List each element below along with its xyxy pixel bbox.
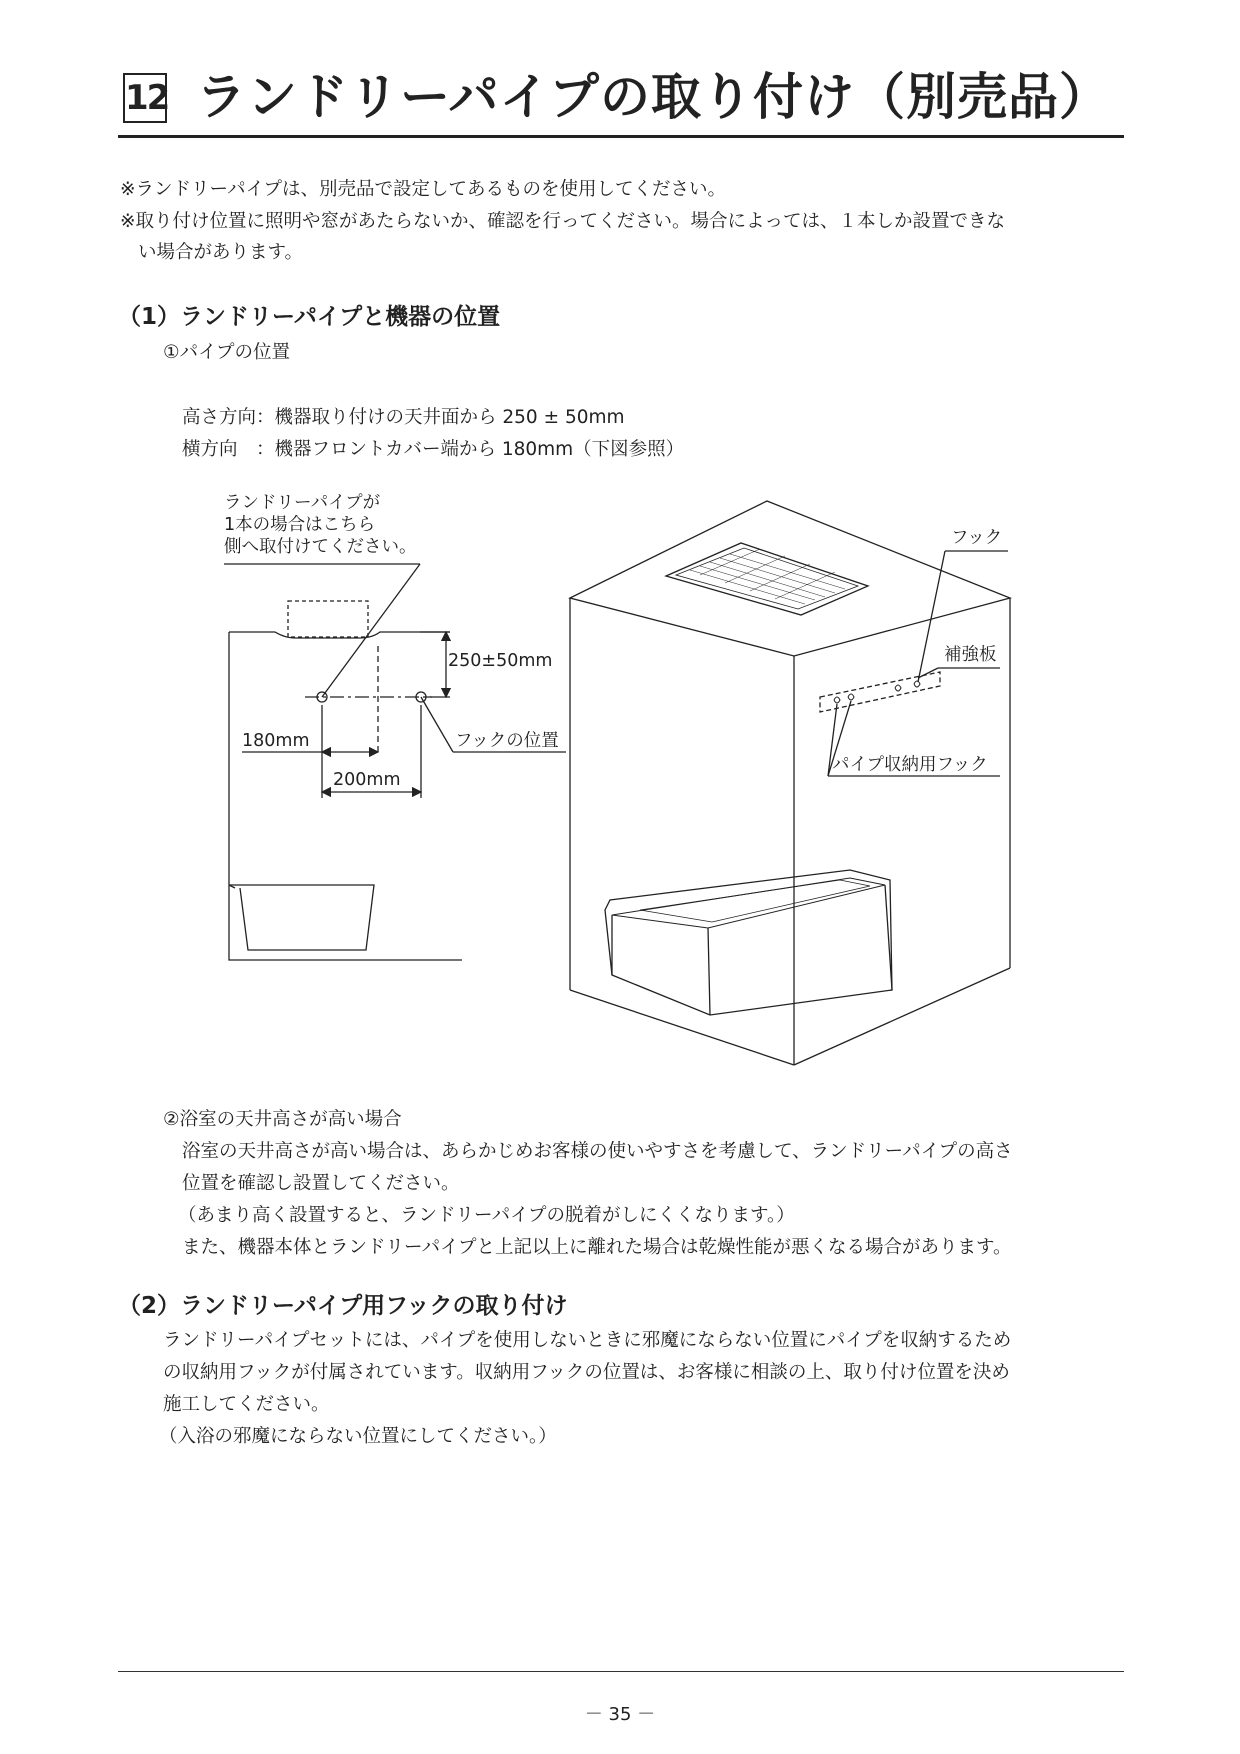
storage-hook-label: パイプ収納用フック [832, 755, 988, 775]
callout-line-3: 側へ取付けてください。 [224, 537, 417, 557]
wall-outline [229, 632, 462, 960]
page-title: ランドリーパイプの取り付け（別売品） [196, 68, 1110, 126]
hook-position-label: フックの位置 [455, 731, 559, 751]
section-number: 12 [123, 73, 167, 123]
reinforcement-plate [820, 672, 940, 712]
item-2-line-3: （あまり高く設置すると、ランドリーパイプの脱着がしにくくなります。） [178, 1205, 795, 1226]
section-2-heading: （2）ランドリーパイプ用フックの取り付け [118, 1293, 568, 1319]
note-1: ※ランドリーパイプは、別売品で設定してあるものを使用してください。 [120, 179, 727, 200]
side-direction-text: 横方向 ：機器フロントカバー端から 180mm（下図参照） [182, 439, 685, 460]
section-2-line-4: （入浴の邪魔にならない位置にしてください。） [159, 1426, 557, 1447]
hook-label: フック [951, 528, 1003, 548]
item-2-line-2: 位置を確認し設置してください。 [182, 1173, 460, 1194]
bathtub-elevation [229, 885, 374, 950]
section-1-heading: （1）ランドリーパイプと機器の位置 [118, 304, 501, 330]
ceiling-plane [570, 501, 1010, 656]
item-2-line-4: また、機器本体とランドリーパイプと上記以上に離れた場合は乾燥性能が悪くなる場合があります。 [182, 1237, 1012, 1258]
section-2-line-1: ランドリーパイプセットには、パイプを使用しないときに邪魔にならない位置にパイプを収納するため [163, 1330, 1012, 1351]
callout-line-1: ランドリーパイプが [224, 493, 381, 513]
room-perspective [570, 501, 1010, 1065]
note-2: ※取り付け位置に照明や窓があたらないか、確認を行ってください。場合によっては、１本しか設置できな [120, 211, 1006, 232]
callout-line-2: 1本の場合はこちら [224, 515, 376, 535]
dim-height-label: 250±50mm [448, 651, 553, 671]
section-2-line-2: の収納用フックが付属されています。収納用フックの位置は、お客様に相談の上、取り付け位置を決め [163, 1362, 1010, 1383]
reinforcement-label: 補強板 [944, 645, 997, 665]
footer-rule [118, 1671, 1124, 1672]
section-2-line-3: 施工してください。 [163, 1394, 330, 1415]
item-2-label: ②浴室の天井高さが高い場合 [163, 1109, 402, 1130]
unit-outline-dashed [288, 601, 368, 637]
bathtub [605, 870, 892, 1015]
elevation-view [224, 564, 566, 960]
callout-leader [322, 564, 420, 697]
item-1-label: ①パイプの位置 [163, 342, 291, 363]
page-number: － 35 － [584, 1704, 656, 1725]
ceiling-line [229, 632, 450, 638]
hook-position-leader [421, 697, 453, 752]
note-2-continued: い場合があります。 [138, 242, 304, 263]
dim-200-label: 200mm [333, 770, 401, 790]
item-2-line-1: 浴室の天井高さが高い場合は、あらかじめお客様の使いやすさを考慮して、ランドリーパイプの高さ [182, 1141, 1013, 1162]
dim-180-label: 180mm [242, 731, 310, 751]
height-direction-text: 高さ方向：機器取り付けの天井面から 250 ± 50mm [182, 407, 625, 428]
